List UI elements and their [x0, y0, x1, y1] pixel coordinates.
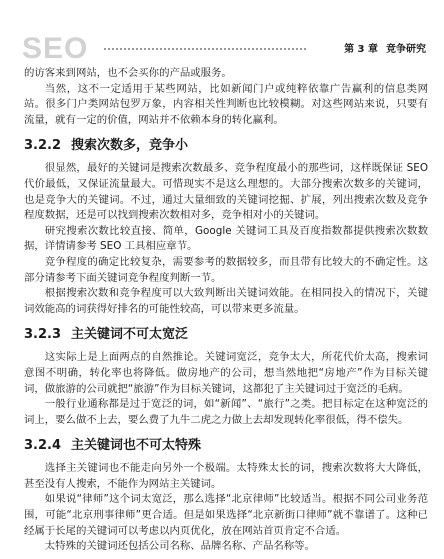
paragraph: 如果说“律师”这个词太宽泛，那么选择“北京律师”比较适当。根据不同公司业务范围，可能“北京刑事律师”更合适。但是如果选择“北京新街口律师”就不靠谱了。这种已经属于长尾的关键词可以考虑以内页优化，放在网站首页肯定不合适。 — [24, 493, 428, 537]
section-title: 主关键词也不可太特殊 — [71, 438, 202, 454]
paragraph: 一般行业通称都是过于宽泛的词，如“新闻”、“旅行”之类。把目标定在这种宽泛的词上，要么做不上去，要么费了九牛二虎之力做上去却发现转化率很低，得不偿失。 — [24, 398, 428, 426]
seo-logo: SEO — [22, 32, 89, 65]
paragraph: 根据搜索次数和竞争程度可以大致判断出关键词效能。在相同投入的情况下，关键词效能高的词获得好排名的可能性较高，可以带来更多流量。 — [24, 287, 428, 315]
chapter-title: 竞争研究 — [386, 44, 426, 55]
chapter-number: 第 3 章 — [344, 44, 378, 55]
paragraph: 竞争程度的确定比较复杂，需要参考的数据较多，而且带有比较大的不确定性。这部分请参考下面关键词竞争程度判断一节。 — [24, 255, 428, 284]
section-title: 搜索次数多，竞争小 — [71, 138, 189, 154]
section-number: 3.2.4 — [24, 438, 62, 454]
section-number: 3.2.3 — [24, 327, 62, 343]
paragraph: 研究搜索次数比较直接、简单，Google 关键词工具及百度指数都提供搜索次数数据，详情请参考 SEO 工具相应章节。 — [24, 224, 428, 253]
header-dotted-rule — [104, 48, 306, 50]
chapter-label — [336, 40, 426, 55]
paragraph: 很显然，最好的关键词是搜索次数最多、竞争程度最小的那些词，这样既保证 SEO 代价最低，又保证流量最大。可惜现实不是这么理想的。大部分搜索次数多的关键词，也是竞争大的关键词。不过，通过大量细致的关键词挖掘、扩展，列出搜索次数及竞争程度数据，还是可以找到搜索次数相对多，竞争相对小的关键词。 — [24, 162, 428, 222]
paragraph: 选择主关键词也不能走向另外一个极端。太特殊太长的词，搜索次数将大大降低，甚至没有人搜索，不能作为网站主关键词。 — [24, 462, 428, 490]
paragraph: 当然，这不一定适用于某些网站，比如新闻门户或纯粹依靠广告赢利的信息类网站。很多门户类网站包罗万象，内容相关性判断也比较模糊。对这些网站来说，只要有流量，就有一定的价值，网站并不依赖本身的转化赢利。 — [24, 82, 428, 126]
paragraph: 的访客来到网站，也不会买你的产品或服务。 — [24, 67, 232, 79]
page-body — [24, 66, 428, 555]
section-number: 3.2.2 — [24, 138, 62, 154]
paragraph: 这实际上是上面两点的自然推论。关键词宽泛，竞争太大，所花代价太高，搜索词意图不明确，转化率也将降低。做房地产的公司，想当然地把“房地产”作为目标关键词，做旅游的公司就把“旅游”作为目标关键词，这都犯了主关键词过于宽泛的毛病。 — [24, 351, 428, 395]
paragraph: 太特殊的关键词还包括公司名称、品牌名称、产品名称等。 — [44, 540, 315, 553]
section-heading — [24, 326, 428, 343]
section-title: 主关键词不可太宽泛 — [71, 327, 189, 343]
section-heading — [24, 137, 428, 154]
running-header — [22, 32, 426, 65]
section-heading — [24, 437, 428, 454]
